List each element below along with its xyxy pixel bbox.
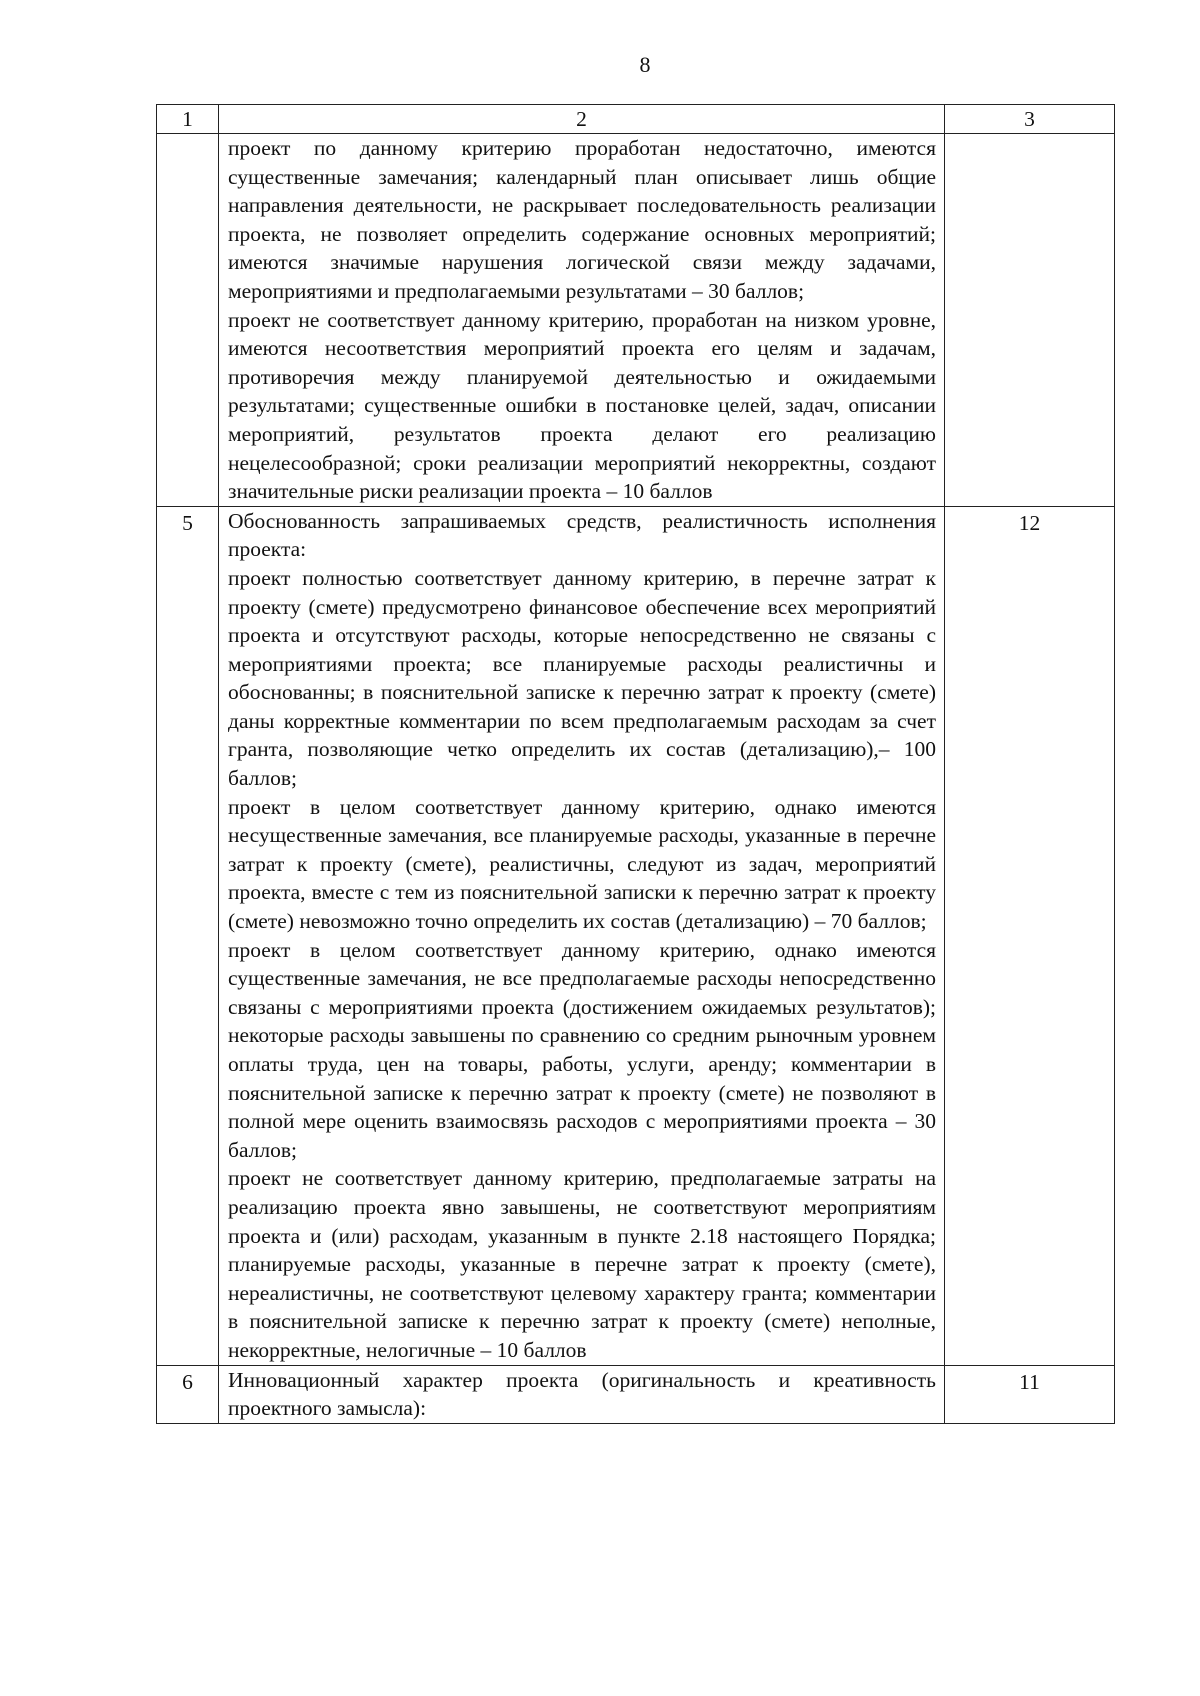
page-number: 8 xyxy=(639,52,651,77)
max-score: 12 xyxy=(945,506,1115,1365)
criterion-paragraph: проект не соответствует данному критерию, проработан на низком уровне, имеются несоответствия мероприятий проекта его целям и задачам, противоречия между планируемой деятельностью и ожидаемыми результатами; существенные ошибки в постановке целей, задач, описании мероприятий, результатов проекта делают его реализацию нецелесообразной; сроки реализации мероприятий некорректны, создают значительные риски реализации проекта – 10 баллов xyxy=(228,307,936,504)
criterion-paragraph: проект не соответствует данному критерию, предполагаемые затраты на реализацию проекта явно завышены, не соответствуют мероприятиям проекта и (или) расходам, указанным в пункте 2.18 настоящего Порядка; планируемые расходы, указанные в перечне затрат к проекту (смете), нереалистичны, не соответствуют целевому характеру гранта; комментарии в пояснительной записке к перечню затрат к проекту (смете) неполные, некорректные, нелогичные – 10 баллов xyxy=(228,1166,936,1362)
criterion-title: Инновационный характер проекта (оригинальность и креативность проектного замысла): xyxy=(228,1367,936,1421)
row-number: 5 xyxy=(157,506,219,1365)
criterion-title: Обоснованность запрашиваемых средств, реалистичность исполнения проекта: xyxy=(228,508,936,562)
table-row xyxy=(157,506,1115,1365)
max-score: 11 xyxy=(945,1365,1115,1423)
criterion-paragraph: проект полностью соответствует данному критерию, в перечне затрат к проекту (смете) предусмотрено финансовое обеспечение всех мероприятий проекта и отсутствуют расходы, которые непосредственно не связаны с мероприятиями проекта; все планируемые расходы реалистичны и обоснованны; в пояснительной записке к перечню затрат к проекту (смете) даны корректные комментарии по всем предполагаемым расходам за счет гранта, позволяющие четко определить их состав (детализацию),– 100 баллов; xyxy=(228,565,936,791)
criterion-text xyxy=(219,134,945,507)
criteria-table xyxy=(156,104,1115,1424)
max-score xyxy=(945,134,1115,507)
row-number xyxy=(157,134,219,507)
header-cell-col-3: 3 xyxy=(945,105,1115,134)
table-header-row xyxy=(157,105,1115,134)
table-row xyxy=(157,1365,1115,1423)
criterion-text xyxy=(219,506,945,1365)
row-number: 6 xyxy=(157,1365,219,1423)
header-cell-col-1: 1 xyxy=(157,105,219,134)
criterion-paragraph: проект в целом соответствует данному критерию, однако имеются существенные замечания, не все предполагаемые расходы непосредственно связаны с мероприятиями проекта (достижением ожидаемых результатов); некоторые расходы завышены по сравнению со средним рыночным уровнем оплаты труда, цен на товары, работы, услуги, аренду; комментарии в пояснительной записке к перечню затрат к проекту (смете) не позволяют в полной мере оценить взаимосвязь расходов с мероприятиями проекта – 30 баллов; xyxy=(228,937,936,1162)
table-row xyxy=(157,134,1115,507)
criterion-paragraph: проект в целом соответствует данному критерию, однако имеются несущественные замечания, все планируемые расходы, указанные в перечне затрат к проекту (смете), реалистичны, следуют из задач, мероприятий проекта, вместе с тем из пояснительной записки к перечню затрат к проекту (смете) невозможно точно определить их состав (детализацию) – 70 баллов; xyxy=(228,794,936,934)
header-cell-col-2: 2 xyxy=(219,105,945,134)
criterion-text xyxy=(219,1365,945,1423)
criterion-paragraph: проект по данному критерию проработан недостаточно, имеются существенные замечания; календарный план описывает лишь общие направления деятельности, не раскрывает последовательность реализации проекта, не позволяет определить содержание основных мероприятий; имеются значимые нарушения логической связи между задачами, мероприятиями и предполагаемыми результатами – 30 баллов; xyxy=(228,136,936,303)
